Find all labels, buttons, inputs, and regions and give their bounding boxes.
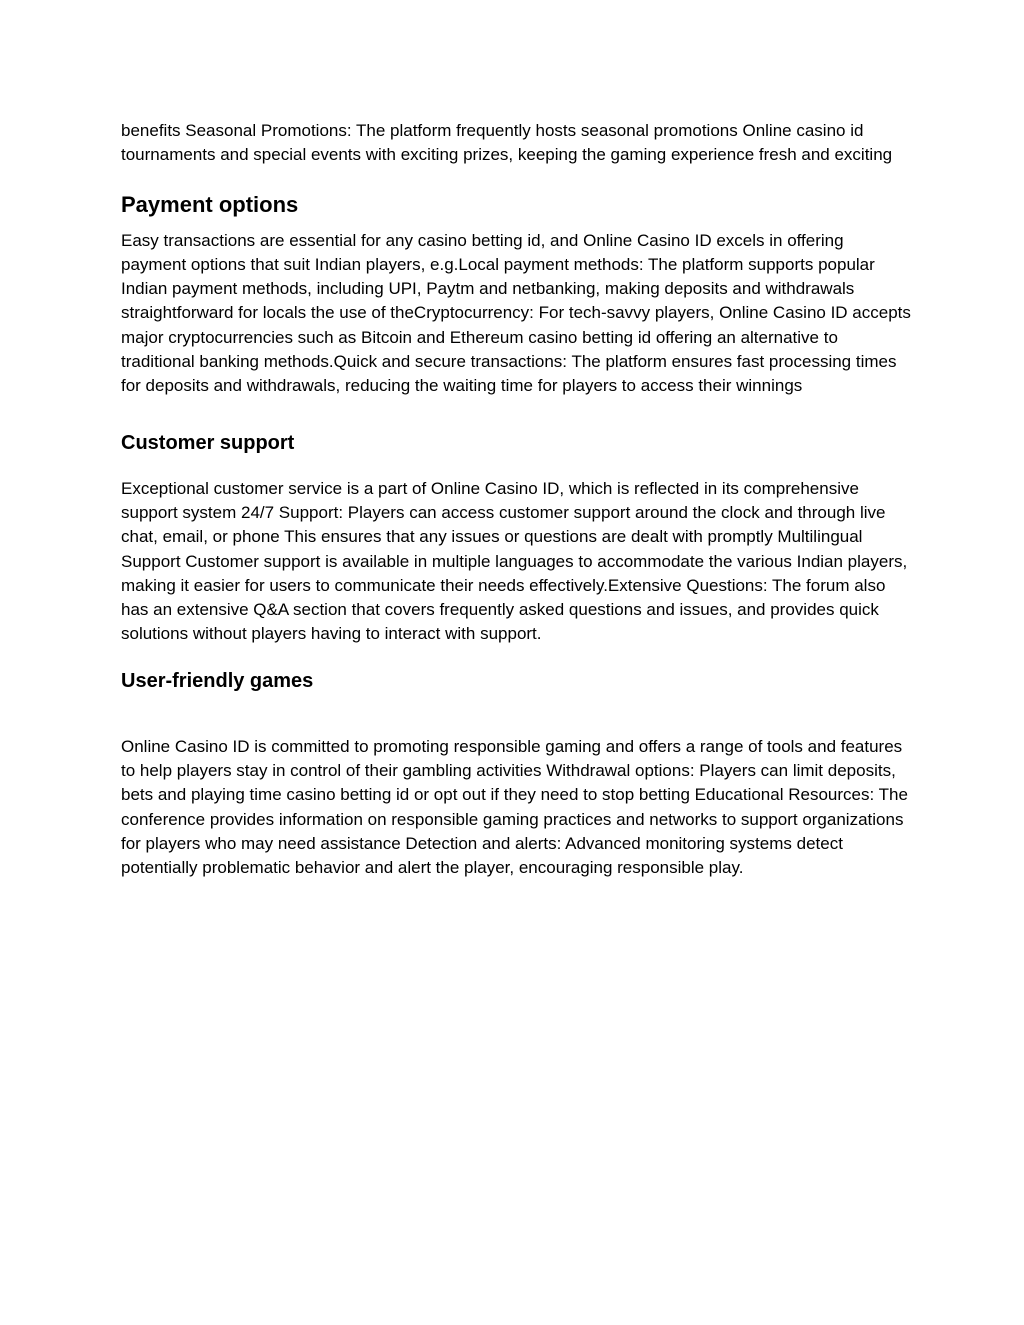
intro-paragraph: benefits Seasonal Promotions: The platform frequently hosts seasonal promotions Online casino id tournaments and special events with exciting prizes, keeping the gaming experience fresh and exciting xyxy=(121,121,893,165)
user-friendly-games-paragraph: Online Casino ID is committed to promoting responsible gaming and offers a range of tools and features to help players stay in control of their gambling activities Withdrawal options: Players can limit deposits, bets and playing time casino betting id or opt out if they need to stop betting Educational Resources: The conference provides information on responsible gaming practices and networks to support organizations for players who may need assistance Detection and alerts: Advanced monitoring systems detect potentially problematic behavior and alert the player, encouraging responsible play. xyxy=(121,736,908,878)
payment-options-paragraph: Easy transactions are essential for any casino betting id, and Online Casino ID excels in offering payment options that suit Indian players, e.g.Local payment methods: The platform supports popular Indian payment methods, including UPI, Paytm and netbanking, making deposits and withdrawals straightforward for locals the use of theCryptocurrency: For tech-savvy players, Online Casino ID accepts major cryptocurrencies such as Bitcoin and Ethereum casino betting id offering an alternative to traditional banking methods.Quick and secure transactions: The platform ensures fast processing times for deposits and withdrawals, reducing the waiting time for players to access their winnings xyxy=(121,230,911,396)
document-page xyxy=(121,119,911,881)
payment-options-heading: Payment options xyxy=(121,191,299,217)
customer-support-heading: Customer support xyxy=(121,431,295,454)
customer-support-paragraph: Exceptional customer service is a part of Online Casino ID, which is reflected in its comprehensive support system 24/7 Support: Players can access customer support around the clock and through live chat, email, or phone This ensures that any issues or questions are dealt with promptly Multilingual Support Customer support is available in multiple languages to accommodate the various Indian players, making it easier for users to communicate their needs effectively.Extensive Questions: The forum also has an extensive Q&A section that covers frequently asked questions and issues, and provides quick solutions without players having to interact with support. xyxy=(121,478,908,644)
user-friendly-games-heading: User-friendly games xyxy=(121,669,314,692)
